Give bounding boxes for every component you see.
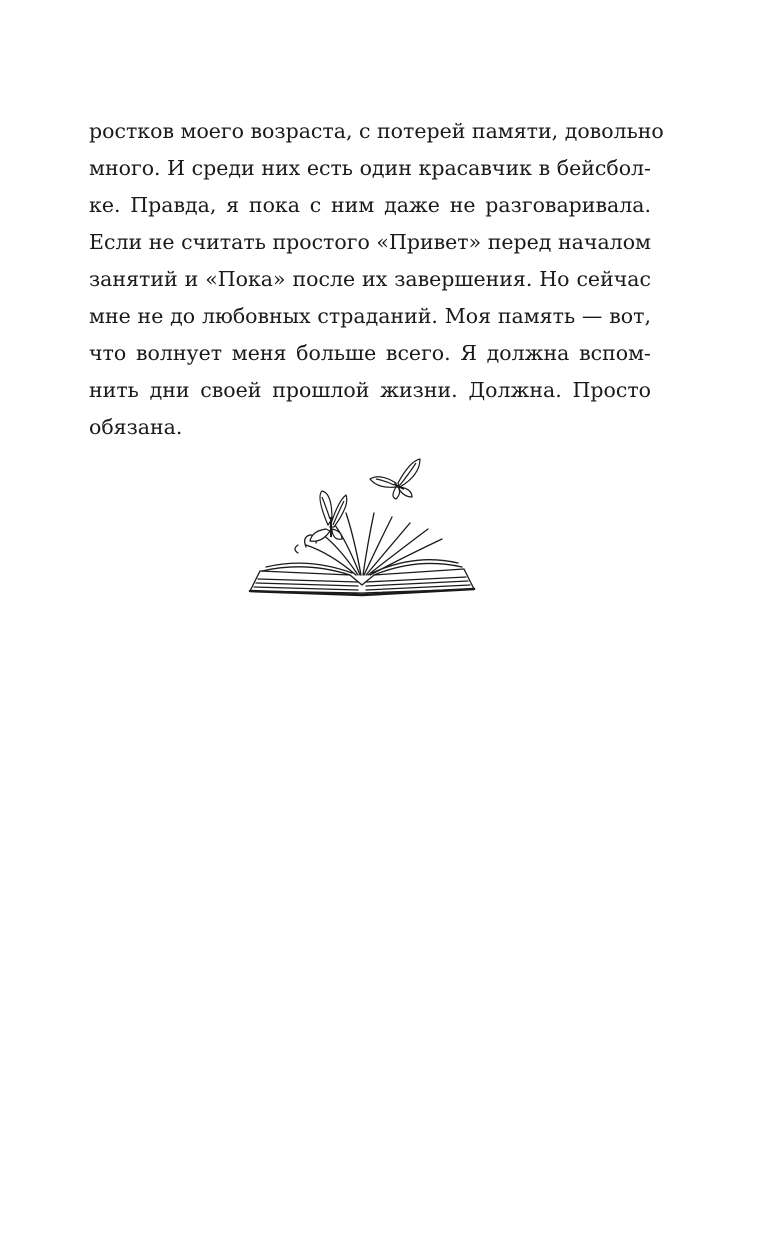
text-line-7: что волнует меня больше всего. Я должна вспом- (89, 341, 651, 365)
text-line-2: много. И среди них есть один красавчик в бейсбол- (89, 156, 651, 180)
text-line-1: ростков моего возраста, с потерей памяти, довольно (89, 119, 664, 143)
text-line-4: Если не считать простого «Привет» перед началом (89, 230, 651, 254)
text-line-6: мне не до любовных страданий. Моя память — вот, (89, 304, 651, 328)
open-book-with-butterflies-icon (246, 453, 478, 601)
body-paragraph (89, 113, 664, 446)
text-line-5: занятий и «Пока» после их завершения. Но сейчас (89, 267, 651, 291)
text-line-9: обязана. (89, 415, 183, 439)
text-line-8: нить дни своей прошлой жизни. Должна. Просто (89, 378, 651, 402)
text-line-3: ке. Правда, я пока с ним даже не разговаривала. (89, 193, 651, 217)
